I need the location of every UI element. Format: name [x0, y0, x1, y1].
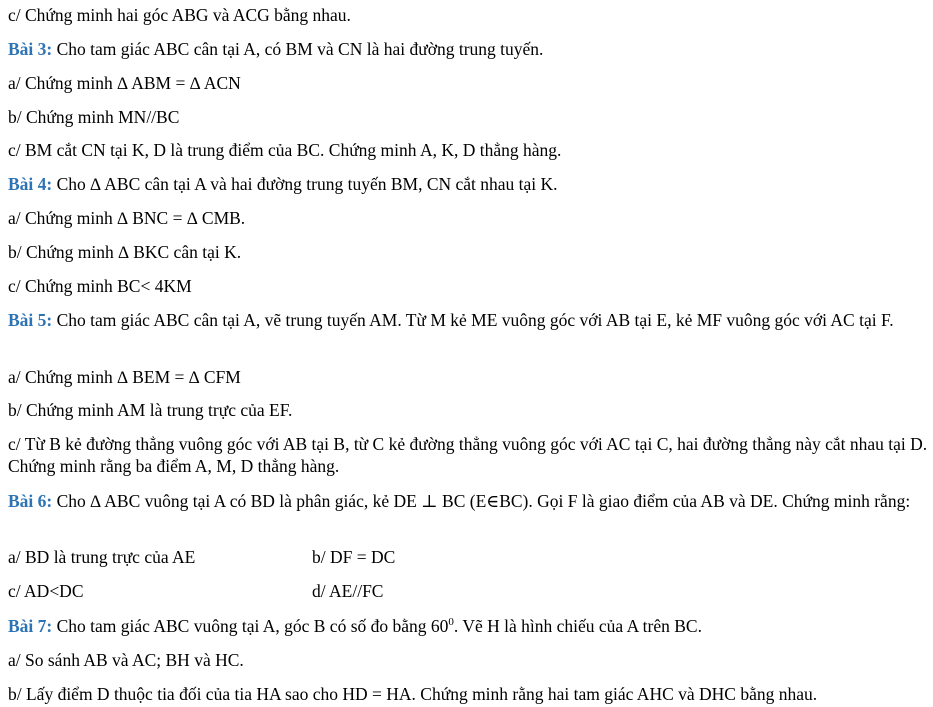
bai5-heading — [8, 309, 930, 331]
bai5-part-c: c/ Từ B kẻ đường thẳng vuông góc với AB tại B, từ C kẻ đường thẳng vuông góc với AC tại C, hai đường thẳng này cắt nhau tại D. Chứng minh rằng ba điểm A, M, D thẳng hàng. — [8, 434, 928, 476]
bai6-part-d: d/ AE//FC — [312, 581, 384, 601]
bai3-part-c: c/ BM cắt CN tại K, D là trung điểm của BC. Chứng minh A, K, D thẳng hàng. — [8, 140, 562, 160]
bai4-part-c: c/ Chứng minh BC< 4KM — [8, 276, 192, 296]
bai6-statement: Cho ∆ ABC vuông tại A có BD là phân giác, kẻ DE ⊥ BC (E∈BC). Gọi F là giao điểm của AB và DE. Chứng minh rằng: — [52, 491, 911, 511]
bai7-degree-superscript: 0 — [448, 616, 454, 628]
bai6-row-ab — [8, 546, 930, 568]
bai3-part-b: b/ Chứng minh MN//BC — [8, 107, 180, 127]
bai4-heading — [8, 173, 558, 195]
bai6-heading — [8, 490, 930, 512]
bai2-part-c: c/ Chứng minh hai góc ABG và ACG bằng nhau. — [8, 5, 351, 25]
bai7-part-a: a/ So sánh AB và AC; BH và HC. — [8, 650, 244, 670]
bai6-row-cd — [8, 580, 930, 602]
bai6-part-b: b/ DF = DC — [312, 547, 396, 567]
bai7-statement-pre: Cho tam giác ABC vuông tại A, góc B có số đo bằng 60 — [52, 616, 449, 636]
bai6-part-a: a/ BD là trung trực của AE — [8, 547, 196, 567]
bai5-part-a: a/ Chứng minh ∆ BEM = ∆ CFM — [8, 367, 241, 387]
bai3-statement: Cho tam giác ABC cân tại A, có BM và CN là hai đường trung tuyến. — [52, 39, 544, 59]
bai4-statement: Cho ∆ ABC cân tại A và hai đường trung tuyến BM, CN cắt nhau tại K. — [52, 174, 558, 194]
bai3-label: Bài 3: — [8, 39, 53, 59]
bai6-label: Bài 6: — [8, 491, 53, 511]
bai6-part-c: c/ AD<DC — [8, 581, 84, 601]
bai7-part-b: b/ Lấy điểm D thuộc tia đối của tia HA sao cho HD = HA. Chứng minh rằng hai tam giác AHC và DHC bằng nhau. — [8, 684, 818, 704]
bai5-statement: Cho tam giác ABC cân tại A, vẽ trung tuyến AM. Từ M kẻ ME vuông góc với AB tại E, kẻ MF vuông góc với AC tại F. — [52, 310, 894, 330]
bai5-label: Bài 5: — [8, 310, 53, 330]
bai4-part-a: a/ Chứng minh ∆ BNC = ∆ CMB. — [8, 208, 246, 228]
bai4-label: Bài 4: — [8, 174, 53, 194]
bai7-heading — [8, 615, 702, 637]
bai7-statement-post: . Vẽ H là hình chiếu của A trên BC. — [453, 616, 702, 636]
bai3-part-a: a/ Chứng minh ∆ ABM = ∆ ACN — [8, 73, 241, 93]
bai7-label: Bài 7: — [8, 616, 53, 636]
bai3-heading — [8, 38, 543, 60]
bai5-part-b: b/ Chứng minh AM là trung trực của EF. — [8, 400, 293, 420]
bai4-part-b: b/ Chứng minh ∆ BKC cân tại K. — [8, 242, 242, 262]
